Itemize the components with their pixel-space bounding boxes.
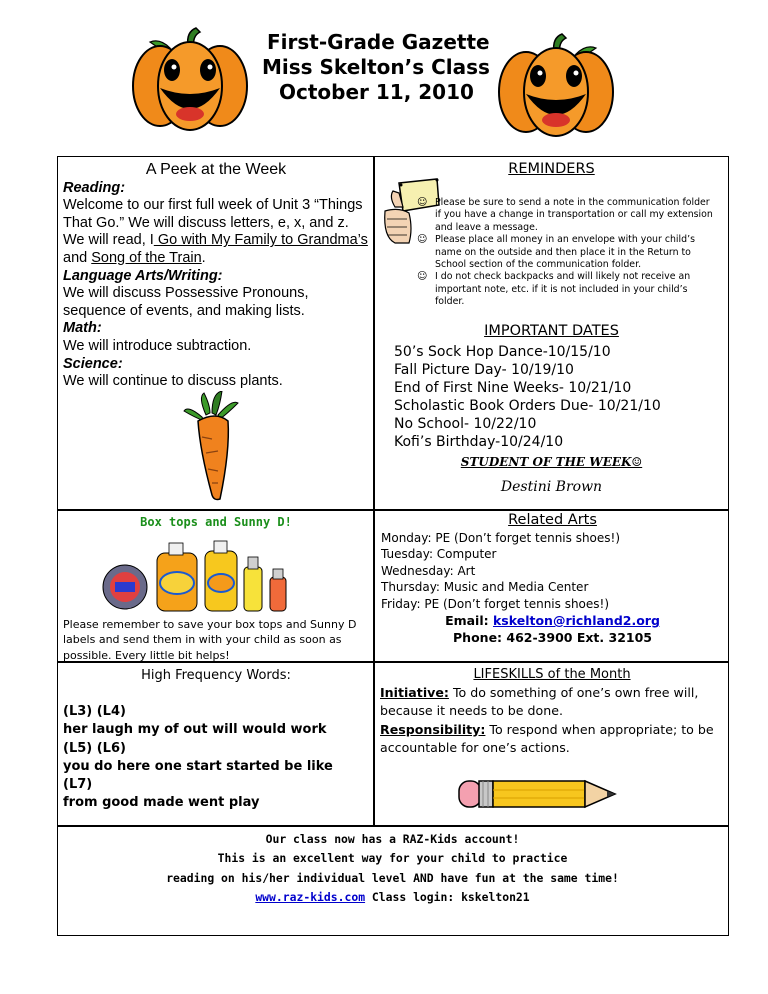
student-of-week-heading: STUDENT OF THE WEEK☺ xyxy=(460,455,643,469)
related-arts-heading: Related Arts xyxy=(508,512,597,528)
issue-date: October 11, 2010 xyxy=(279,80,474,104)
arts-day: Wednesday: Art xyxy=(381,563,476,578)
math-text: We will introduce subtraction. xyxy=(63,337,252,354)
email-line xyxy=(381,612,724,629)
lifeskills-heading: LIFESKILLS of the Month xyxy=(473,667,631,682)
raz-line: This is an excellent way for your child to practice xyxy=(217,851,568,866)
words-heading: High Frequency Words: xyxy=(141,668,291,683)
math-label: Math: xyxy=(63,320,102,337)
reading-label: Reading: xyxy=(63,179,126,196)
word-list: from good made went play xyxy=(63,795,260,811)
pumpkin-left-icon xyxy=(130,26,250,134)
reminders-heading: REMINDERS xyxy=(508,161,595,177)
science-label: Science: xyxy=(63,355,123,372)
level-label: (L3) (L4) xyxy=(63,704,126,720)
section-heading: A Peek at the Week xyxy=(145,161,287,178)
masthead xyxy=(262,30,502,105)
newsletter-grid xyxy=(57,156,729,936)
sunny-d-bottles-image xyxy=(77,535,327,615)
high-frequency-words-section xyxy=(58,663,373,825)
raz-line: Our class now has a RAZ-Kids account! xyxy=(265,832,520,846)
email-label: Email: xyxy=(445,613,493,628)
language-arts-label: Language Arts/Writing: xyxy=(63,267,223,284)
list-item xyxy=(413,234,718,271)
science-text: We will continue to discuss plants. xyxy=(63,373,283,390)
related-arts-section xyxy=(375,511,728,661)
pumpkin-right-icon xyxy=(496,32,616,140)
arts-day: Monday: PE (Don’t forget tennis shoes!) xyxy=(381,530,621,545)
student-of-week-name: Destini Brown xyxy=(500,479,603,495)
language-arts-text: We will discuss Possessive Pronouns, sequence of events, and making lists. xyxy=(63,285,309,319)
level-label: (L5) (L6) xyxy=(63,740,126,756)
lifeskill-responsibility xyxy=(380,721,724,757)
list-item: Scholastic Book Orders Due- 10/21/10 xyxy=(394,398,661,414)
word-list: her laugh my of out will would work xyxy=(63,722,327,738)
list-item: Fall Picture Day- 10/19/10 xyxy=(394,362,574,378)
list-item xyxy=(413,197,718,234)
reading-text xyxy=(63,197,369,267)
class-name: Miss Skelton’s Class xyxy=(262,55,490,79)
reading-and: and xyxy=(63,249,92,266)
important-dates-list xyxy=(394,343,661,451)
boxtops-section xyxy=(58,511,373,661)
reminders-section xyxy=(375,157,728,509)
raz-login-line xyxy=(58,888,727,907)
raz-line: reading on his/her individual level AND have fun at the same time! xyxy=(166,870,619,885)
lifeskill-term: Responsibility: xyxy=(380,721,486,737)
lifeskills-section xyxy=(375,663,728,825)
reminder-text: I do not check backpacks and will likely not receive an important note, etc. if it is not included in your child’s folder. xyxy=(435,271,691,308)
reading-intro: Welcome to our first full week of Unit 3 “Things That Go.” We will discuss letters, e, x, and z. We will read, I xyxy=(63,197,363,249)
important-dates-heading: IMPORTANT DATES xyxy=(484,323,619,339)
book-title-1: Go with My Family to Grandma’s xyxy=(153,232,368,249)
lifeskill-definition: To respond when appropriate; to be accountable for one’s actions. xyxy=(380,721,714,755)
smiley-bullet-icon: ☺ xyxy=(417,197,428,208)
book-title-2: Song of the Train xyxy=(91,249,202,266)
lifeskill-definition: To do something of one’s own free will, because it needs to be done. xyxy=(380,685,699,719)
smiley-bullet-icon: ☺ xyxy=(417,234,428,246)
smiley-bullet-icon: ☺ xyxy=(417,271,428,283)
list-item: No School- 10/22/10 xyxy=(394,416,537,432)
boxtops-heading: Box tops and Sunny D! xyxy=(140,515,292,529)
raz-kids-link[interactable]: www.raz-kids.com xyxy=(255,889,366,904)
arts-day: Tuesday: Computer xyxy=(381,547,497,561)
list-item: 50’s Sock Hop Dance-10/15/10 xyxy=(394,344,611,360)
reminder-text: Please place all money in an envelope with your child’s name on the outside and then place it in the Return to School section of the communication folder. xyxy=(435,234,695,271)
raz-kids-section xyxy=(58,827,727,935)
list-item: End of First Nine Weeks- 10/21/10 xyxy=(394,380,632,396)
lifeskill-term: Initiative: xyxy=(380,685,449,701)
phone-line: Phone: 462-3900 Ext. 32105 xyxy=(453,630,652,645)
boxtops-note: Please remember to save your box tops and Sunny D labels and send them in with your child as soon as possible. Every little bit helps! xyxy=(63,617,357,661)
level-label: (L7) xyxy=(63,777,93,793)
reminders-list xyxy=(413,197,718,309)
reminder-text: Please be sure to send a note in the communication folder if you have a change in transportation or call my extension and leave a message. xyxy=(435,197,713,233)
word-list: you do here one start started be like xyxy=(63,758,333,774)
peek-at-week-section xyxy=(58,157,373,509)
email-link[interactable]: kskelton@richland2.org xyxy=(492,613,660,628)
lifeskill-initiative xyxy=(380,684,724,720)
arts-day: Thursday: Music and Media Center xyxy=(381,580,589,594)
class-login: Class login: kskelton21 xyxy=(365,889,530,904)
pencil-icon xyxy=(455,773,625,815)
carrot-icon xyxy=(176,391,256,503)
list-item xyxy=(413,271,718,308)
arts-day: Friday: PE (Don’t forget tennis shoes!) xyxy=(381,596,610,611)
list-item: Kofi’s Birthday-10/24/10 xyxy=(394,434,564,450)
newsletter-title: First-Grade Gazette xyxy=(267,30,490,54)
reading-end: . xyxy=(201,249,206,266)
